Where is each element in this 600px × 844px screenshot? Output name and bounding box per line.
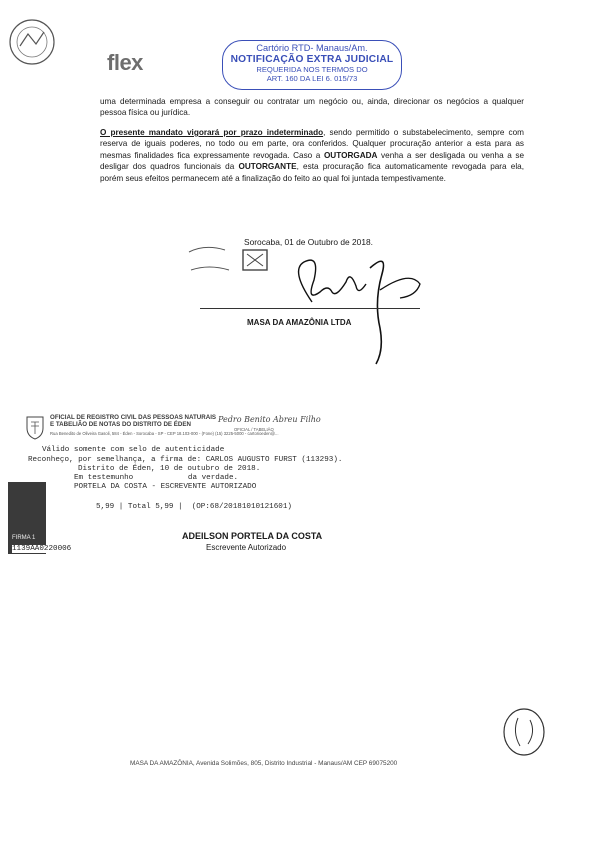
paragraph-text: , esta procuração fica automaticamente revogada para ela, porém seus efeitos permanecem até a finalização do feito ao qual foi juntada tempestivamente. [100,162,524,183]
rtd-notification-stamp [222,40,402,90]
registry-address: Rua Benedito de Oliveira Gasoli, 584 - Éden - Sorocaba - SP - CEP 18.103-000 - (Fone) (15) 3225-5000 - cartorioeden@... [50,431,279,436]
recognition-line: PORTELA DA COSTA - ESCREVENTE AUTORIZADO [74,483,257,491]
handwritten-signature [270,240,440,370]
seal-strip-label: FIRMA 1 [12,535,36,541]
recognition-line: Reconheço, por semelhança, a firma de: CARLOS AUGUSTO FURST (113293). [28,456,343,464]
stamp-line-3: REQUERIDA NOS TERMOS DO [256,65,368,74]
clerk-title: Escrevente Autorizado [206,543,287,552]
corner-seal-icon [6,16,58,68]
authenticity-seal-strip [8,482,46,554]
mandate-term-lead: O presente mandato vigorará por prazo indeterminado [100,128,324,137]
stamp-line-4: ART. 160 DA LEI 6. 015/73 [266,74,358,83]
clerk-name: ADEILSON PORTELA DA COSTA [182,531,323,541]
company-logo: flex [107,50,143,75]
recognition-line: Válido somente com selo de autenticidade [42,446,225,454]
registry-official-title: OFICIAL / TABELIÃO [234,427,274,432]
place-and-date: Sorocaba, 01 de Outubro de 2018. [244,237,373,247]
registry-office-name: OFICIAL DE REGISTRO CIVIL DAS PESSOAS NATURAIS E TABELIÃO DE NOTAS DO DISTRITO DE ÉDEN [50,414,217,429]
outorgada-term: OUTORGADA [323,150,378,160]
paragraph-text: venha a ser desligada ou venha a se desligar dos quadros funcionais da [100,150,524,172]
outorgante-term: OUTORGANTE [238,162,297,172]
stamp-line-1: Cartório RTD- Manaus/Am. [256,43,368,53]
paragraph-text: , sendo permitido o substabelecimento, sempre com reserva de iguais poderes, no todo ou em parte, ora conferidos. Qualquer procuração anterior a esta para as mesmas finalidades fica expressamente revogada. Caso a [100,128,524,160]
recognition-line: Em testemunho da verdade. [74,474,239,482]
fees-line: 5,99 | Total 5,99 | (OP:68/20181010121601) [96,503,292,511]
notary-stamp-icon [185,240,275,280]
coat-of-arms-icon [24,414,46,440]
signatory-name: MASA DA AMAZÔNIA LTDA [247,318,352,327]
signature-line [200,308,420,309]
paragraph-continuation: uma determinada empresa a conseguir ou contratar um negócio ou, ainda, direcionar os negócios a qualquer pessoa física ou jurídica. [100,97,524,118]
recognition-line: Distrito de Éden, 10 de outubro de 2018. [78,465,261,473]
stamp-line-2: NOTIFICAÇÃO EXTRA JUDICIAL [230,54,394,65]
registry-official-name: Pedro Benito Abreu Filho [218,415,321,424]
footer-address: MASA DA AMAZÔNIA, Avenida Solimões, 805, Distrito Industrial - Manaus/AM CEP 69075200 [130,760,398,767]
mandate-term-paragraph [100,127,524,184]
seal-code: 1139AA0220006 [12,545,72,553]
flex-legal-seal-icon [500,706,548,758]
